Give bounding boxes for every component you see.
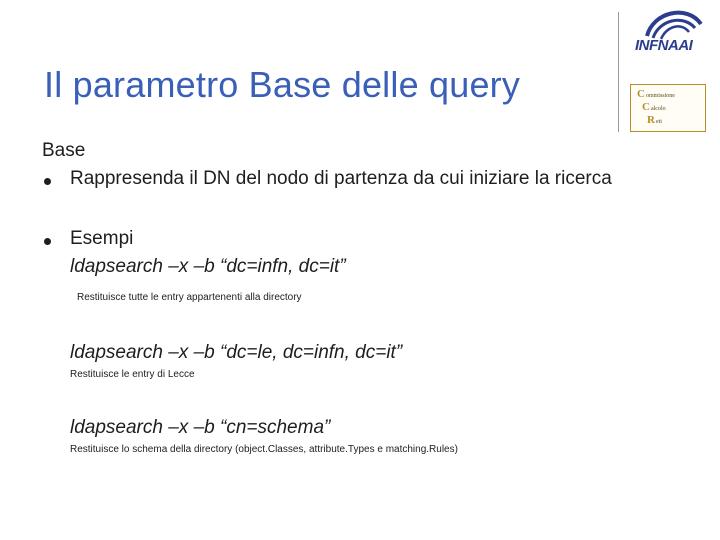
header-divider — [618, 12, 619, 132]
section-heading: Base — [42, 140, 86, 161]
bullet-text: Rappresenda il DN del nodo di partenza da cui iniziare la ricerca — [70, 168, 612, 189]
bullet-text: Esempi — [70, 228, 134, 249]
example-note: Restituisce lo schema della directory (object.Classes, attribute.Types e matching.Rules) — [70, 444, 458, 455]
bullet-dot-icon — [44, 178, 51, 185]
aai-text: AAI — [668, 37, 693, 54]
ccr-row-1: Commissione — [637, 88, 675, 100]
ccr-logo — [630, 84, 706, 132]
example-note: Restituisce le entry di Lecce — [70, 369, 195, 380]
example-command: ldapsearch –x –b “dc=le, dc=infn, dc=it” — [70, 342, 403, 363]
example-note: Restituisce tutte le entry appartenenti alla directory — [77, 292, 302, 303]
infn-aai-logo — [633, 6, 713, 56]
example-command: ldapsearch –x –b “dc=infn, dc=it” — [70, 256, 346, 277]
example-command: ldapsearch –x –b “cn=schema” — [70, 417, 331, 438]
ccr-row-3: Reti — [647, 114, 662, 126]
slide-title: Il parametro Base delle query — [44, 64, 521, 105]
infn-rings-icon — [643, 6, 705, 40]
infn-aai-wordmark — [635, 37, 692, 54]
ccr-row-2: Calcolo — [642, 101, 666, 113]
infn-text: INFN — [635, 37, 668, 54]
bullet-dot-icon — [44, 238, 51, 245]
